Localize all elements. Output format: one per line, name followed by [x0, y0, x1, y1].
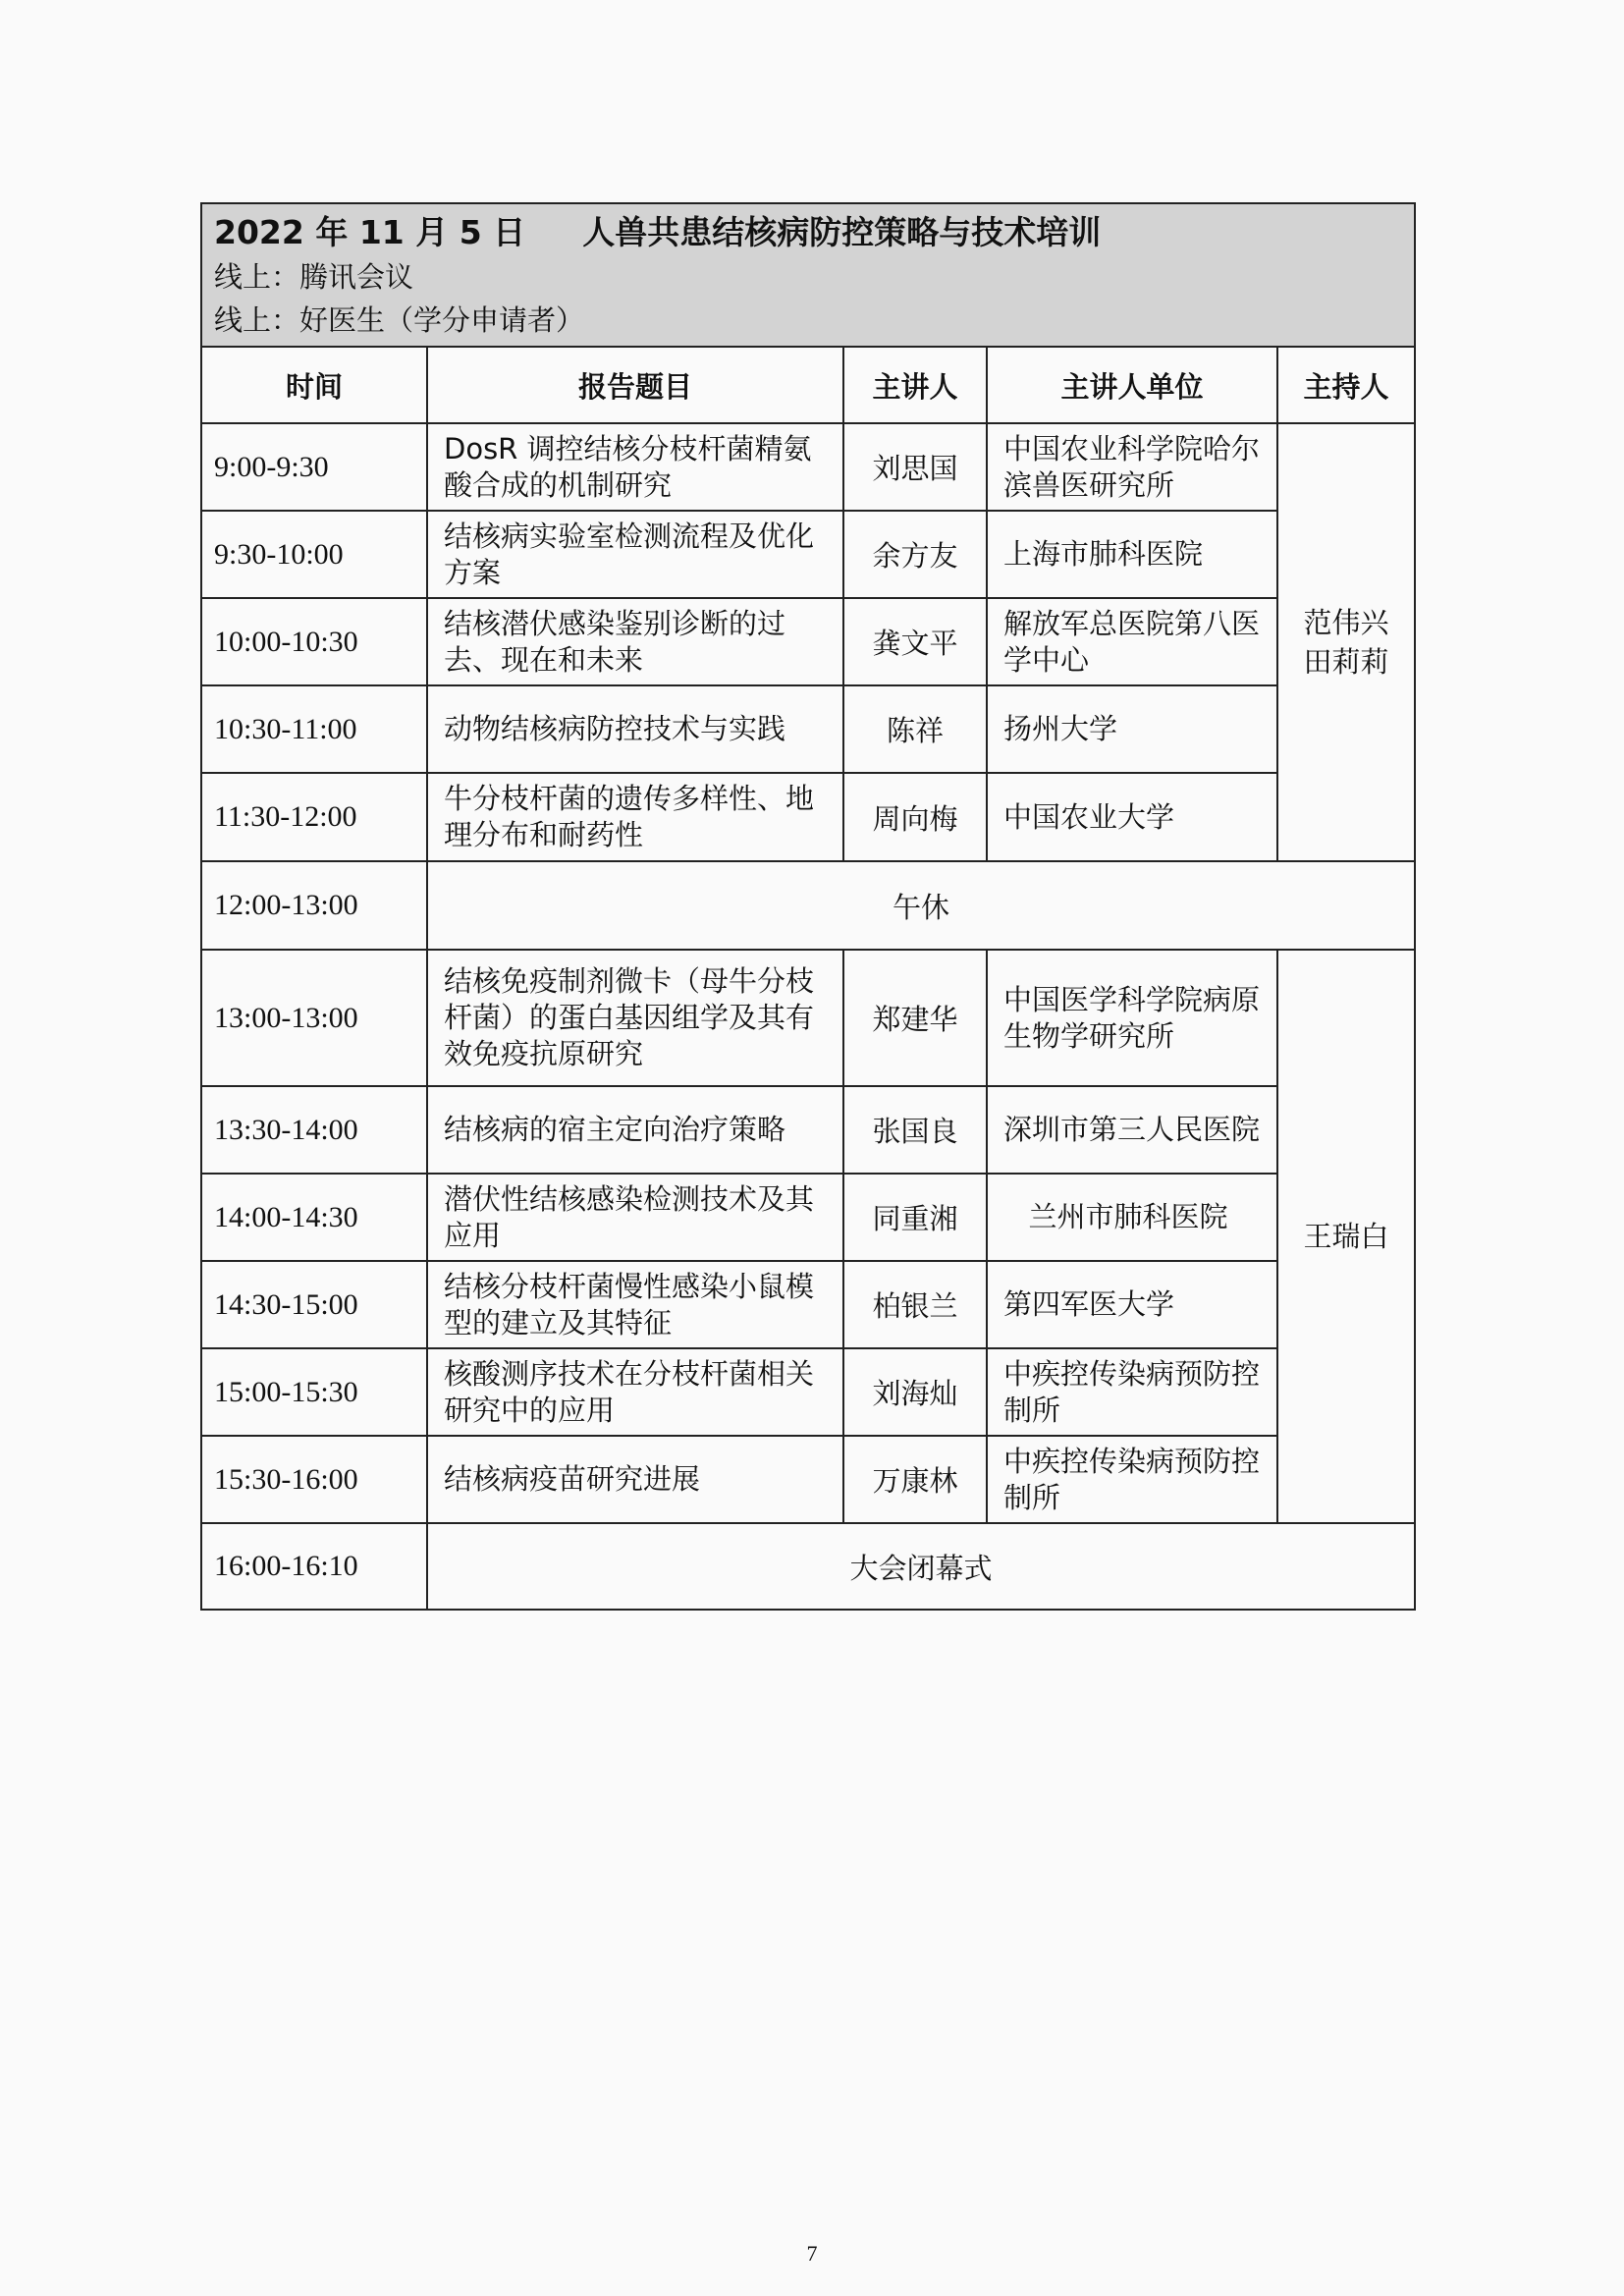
session-speaker: 万康林: [843, 1436, 987, 1523]
table-row: [201, 423, 1415, 511]
header-block: [201, 203, 1415, 347]
session-topic: 结核分枝杆菌慢性感染小鼠模型的建立及其特征: [427, 1261, 843, 1348]
session-topic: DosR 调控结核分枝杆菌精氨酸合成的机制研究: [427, 423, 843, 511]
morning-host: [1277, 423, 1415, 861]
session-time: 13:00-13:00: [201, 950, 427, 1086]
table-row: [201, 1086, 1415, 1174]
session-topic: 结核病的宿主定向治疗策略: [427, 1086, 843, 1174]
session-org: 中疾控传染病预防控制所: [987, 1348, 1277, 1436]
session-time: 15:30-16:00: [201, 1436, 427, 1523]
session-org: 第四军医大学: [987, 1261, 1277, 1348]
session-speaker: 同重湘: [843, 1174, 987, 1261]
schedule-table: [200, 202, 1416, 1611]
event-title-line: [214, 210, 1402, 255]
session-time: 9:30-10:00: [201, 511, 427, 598]
table-row: [201, 1436, 1415, 1523]
online-platform-2: 线上：好医生（学分申请者）: [214, 303, 585, 337]
session-topic: 牛分枝杆菌的遗传多样性、地理分布和耐药性: [427, 773, 843, 861]
session-time: 15:00-15:30: [201, 1348, 427, 1436]
closing-label: 大会闭幕式: [427, 1523, 1415, 1610]
session-time: 10:00-10:30: [201, 598, 427, 685]
table-header-row: [201, 203, 1415, 347]
session-org: 中国医学科学院病原生物学研究所: [987, 950, 1277, 1086]
session-org: 扬州大学: [987, 685, 1277, 773]
col-header-speaker: 主讲人: [843, 347, 987, 423]
session-speaker: 龚文平: [843, 598, 987, 685]
session-org: 中国农业大学: [987, 773, 1277, 861]
table-row: [201, 685, 1415, 773]
session-topic: 结核潜伏感染鉴别诊断的过去、现在和未来: [427, 598, 843, 685]
session-speaker: 陈祥: [843, 685, 987, 773]
col-header-time: 时间: [201, 347, 427, 423]
session-org: 兰州市肺科医院: [987, 1174, 1277, 1261]
session-speaker: 刘思国: [843, 423, 987, 511]
closing-time: 16:00-16:10: [201, 1523, 427, 1610]
session-speaker: 刘海灿: [843, 1348, 987, 1436]
table-row: [201, 773, 1415, 861]
session-org: 解放军总医院第八医学中心: [987, 598, 1277, 685]
col-header-host: 主持人: [1277, 347, 1415, 423]
session-org: 深圳市第三人民医院: [987, 1086, 1277, 1174]
morning-host-1: 范伟兴: [1303, 606, 1389, 639]
session-org: 上海市肺科医院: [987, 511, 1277, 598]
afternoon-host: 王瑞白: [1277, 950, 1415, 1523]
break-time: 12:00-13:00: [201, 861, 427, 950]
table-row: [201, 598, 1415, 685]
session-topic: 潜伏性结核感染检测技术及其应用: [427, 1174, 843, 1261]
table-row: [201, 1261, 1415, 1348]
table-row: [201, 950, 1415, 1086]
session-speaker: 柏银兰: [843, 1261, 987, 1348]
session-topic: 动物结核病防控技术与实践: [427, 685, 843, 773]
session-topic: 结核病实验室检测流程及优化方案: [427, 511, 843, 598]
col-header-org: 主讲人单位: [987, 347, 1277, 423]
session-speaker: 张国良: [843, 1086, 987, 1174]
table-row: [201, 511, 1415, 598]
column-header-row: [201, 347, 1415, 423]
event-title: 人兽共患结核病防控策略与技术培训: [582, 213, 1102, 251]
session-speaker: 周向梅: [843, 773, 987, 861]
break-row: [201, 861, 1415, 950]
session-topic: 结核免疫制剂微卡（母牛分枝杆菌）的蛋白基因组学及其有效免疫抗原研究: [427, 950, 843, 1086]
session-time: 10:30-11:00: [201, 685, 427, 773]
session-topic: 结核病疫苗研究进展: [427, 1436, 843, 1523]
col-header-topic: 报告题目: [427, 347, 843, 423]
page-number: 7: [806, 2241, 818, 2266]
table-row: [201, 1174, 1415, 1261]
session-org: 中疾控传染病预防控制所: [987, 1436, 1277, 1523]
session-speaker: 余方友: [843, 511, 987, 598]
session-time: 11:30-12:00: [201, 773, 427, 861]
session-speaker: 郑建华: [843, 950, 987, 1086]
event-date: 2022 年 11 月 5 日: [214, 213, 526, 251]
online-platform-1: 线上：腾讯会议: [214, 260, 414, 294]
session-time: 14:30-15:00: [201, 1261, 427, 1348]
morning-host-2: 田莉莉: [1303, 645, 1389, 679]
session-topic: 核酸测序技术在分枝杆菌相关研究中的应用: [427, 1348, 843, 1436]
session-time: 9:00-9:30: [201, 423, 427, 511]
session-time: 13:30-14:00: [201, 1086, 427, 1174]
session-org: 中国农业科学院哈尔滨兽医研究所: [987, 423, 1277, 511]
break-label: 午休: [427, 861, 1415, 950]
closing-row: [201, 1523, 1415, 1610]
session-time: 14:00-14:30: [201, 1174, 427, 1261]
table-row: [201, 1348, 1415, 1436]
